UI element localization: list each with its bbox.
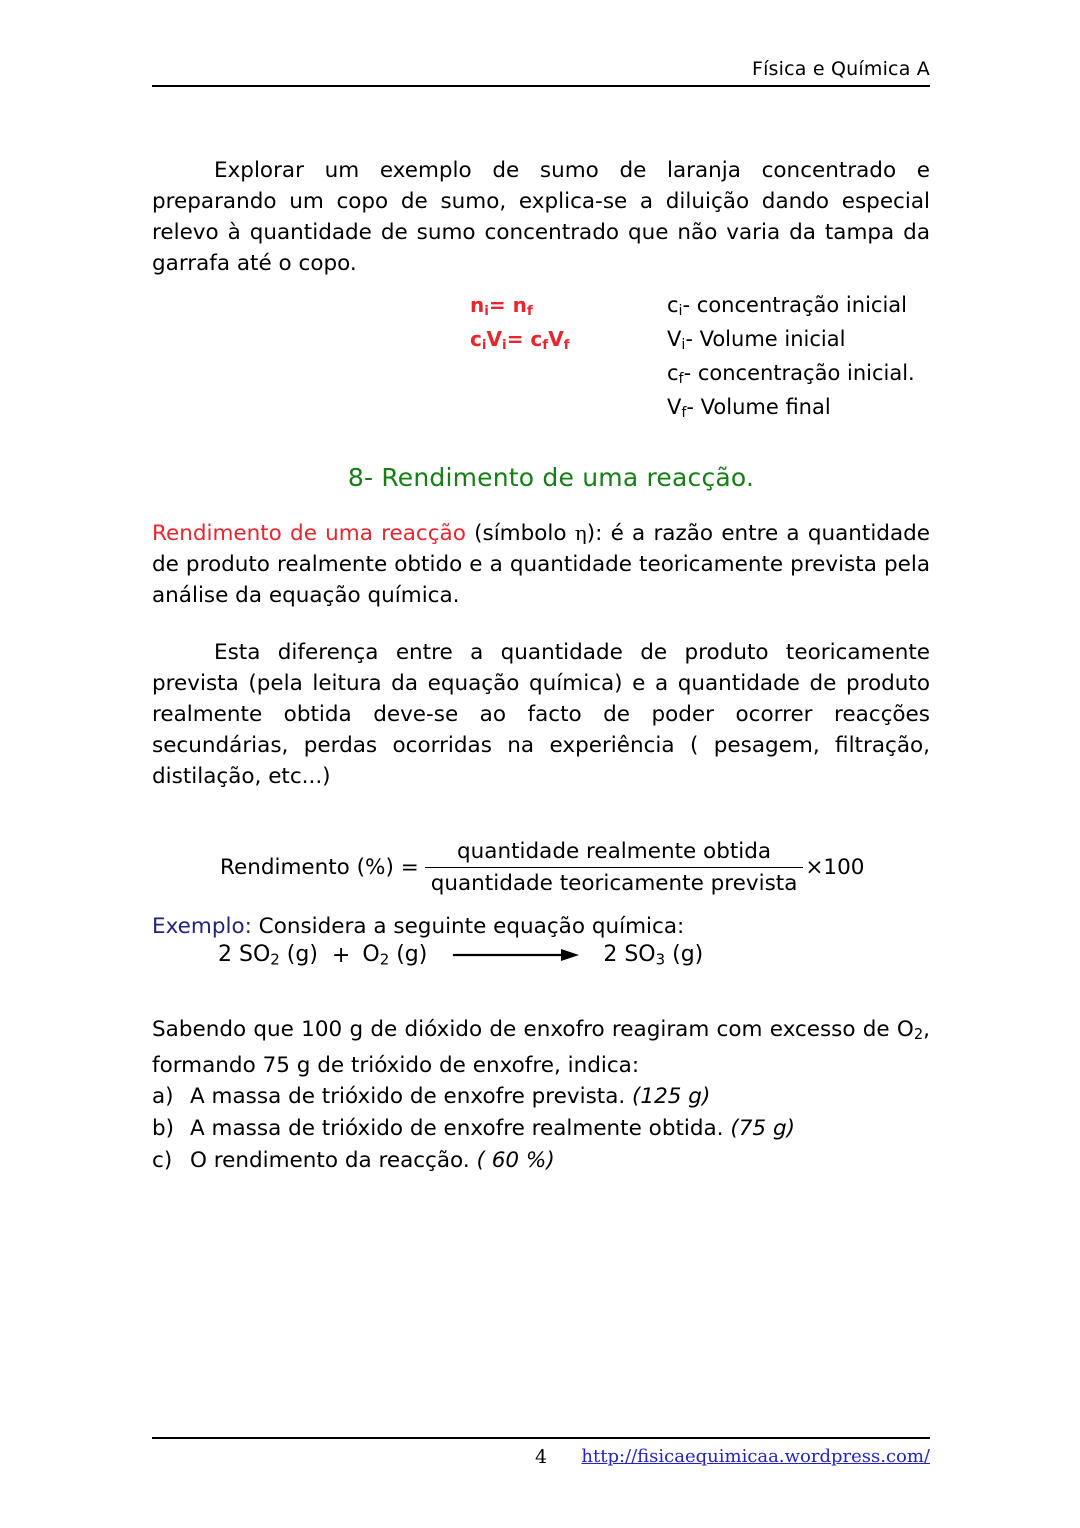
symbol-legend [667,291,915,428]
item-marker-c: c) [152,1148,173,1174]
item-answer-c: ( 60 %) [476,1148,555,1174]
question-stem-part1: Sabendo que 100 g de dióxido de enxofro reagiram com excesso de O [152,1017,914,1043]
legend-text-ci: - concentração inicial [682,293,907,317]
spacer [152,611,930,637]
item-answer-b: (75 g) [730,1116,795,1142]
item-text-b: A massa de trióxido de enxofre realmente obtida. [190,1116,731,1142]
footer-content [152,1439,930,1486]
section-heading-yield: 8- Rendimento de uma reacção. [347,463,755,492]
spacer [152,492,930,518]
definition-open: (símbolo [465,521,575,546]
fraction-denominator: quantidade teoricamente prevista [425,867,804,897]
yield-formula [152,838,930,897]
example-line [152,911,930,942]
spacer [152,792,930,838]
item-text-c: O rendimento da reacção. [190,1148,477,1174]
page-header [152,58,930,87]
reactant-o2-formula: O [362,942,380,967]
legend-text-vf: - Volume final [686,395,831,420]
plus-sign: + [331,942,351,968]
list-item [152,1113,930,1145]
dilution-formula-block [152,291,930,422]
document-content [152,155,930,1177]
paragraph-dilution-intro: Explorar um exemplo de sumo de laranja concentrado e preparando um copo de sumo, explica-se a diluição dando especial relevo à quantidade de sumo concentrado que não varia da tampa da garrafa até o copo. [152,158,930,276]
example-text: Considera a seguinte equação química: [251,914,685,939]
reactant-o2-state: (g) [389,942,428,967]
reactant-so2-state: (g) [279,942,318,967]
item-text-a: A massa de trióxido de enxofre prevista. [190,1084,633,1110]
spacer [152,897,930,911]
product-so3-formula: 2 SO [603,942,656,967]
item-marker-b: b) [152,1116,175,1142]
legend-text-vi: - Volume inicial [685,327,846,352]
definition-rest: ): é a razão entre a quantidade de produto realmente obtido e a quantidade teoricamente prevista pela análise da equação química. [152,521,930,608]
paragraph-yield-explanation: Esta diferença entre a quantidade de produto teoricamente prevista (pela leitura da equação química) e a quantidade de produto realmente obtida deve-se ao facto de poder ocorrer reacções secundárias, perdas ocorridas na experiência ( pesagem, filtração, distilação, etc...) [152,640,930,789]
spacer [152,968,930,1014]
reactant-so2-subscript: 2 [270,950,280,969]
product-so3-state: (g) [665,942,704,967]
reactant-o2-subscript: 2 [379,950,390,969]
arrow-right-icon [453,947,581,963]
reactant-so2-formula: 2 SO [218,942,271,967]
item-answer-a: (125 g) [632,1084,711,1110]
yield-formula-label: Rendimento (%) = [220,855,419,880]
footer-url-link[interactable]: http://fisicaequimicaa.wordpress.com/ [581,1446,930,1467]
legend-text-cf: - concentração inicial. [683,361,915,386]
header-title: Física e Química A [751,58,930,80]
legend-item-ci: $c_i-$ concentração inicial [667,293,907,320]
list-item [152,1145,930,1177]
question-stem-part2: , formando 75 g de trióxido de enxofre, indica: [152,1017,930,1079]
equation-moles: $n_i= n_f$ [470,293,533,319]
yield-formula-multiplier: ×100 [805,855,865,880]
product-so3-subscript: 3 [655,950,666,969]
paragraph-yield-definition [152,518,930,611]
reactant-o2 [362,942,427,968]
question-items [152,1081,930,1177]
equation-concentration-volume: $c_iV_i= c_fV_f$ [470,326,570,353]
chemical-equation [152,942,930,968]
product-so3 [603,942,703,968]
legend-item-cf: $c_f-$ concentração inicial. [667,361,915,388]
legend-item-vf: $V_f-$ Volume final [667,395,831,422]
header-divider [152,85,930,87]
example-label: Exemplo: [152,914,252,939]
dilution-equations [470,291,570,359]
page-number: 4 [534,1446,548,1468]
reactant-so2 [218,942,318,968]
list-item [152,1081,930,1113]
item-marker-a: a) [152,1084,174,1110]
yield-fraction [425,838,804,897]
definition-term: Rendimento de uma reacção [152,521,466,546]
page-footer [152,1437,930,1486]
legend-item-vi: $V_i-$ Volume inicial [667,327,846,354]
question-stem [152,1014,930,1081]
question-stem-subscript: 2 [913,1026,924,1044]
fraction-numerator: quantidade realmente obtida [457,839,772,864]
eta-symbol: η [574,521,587,545]
